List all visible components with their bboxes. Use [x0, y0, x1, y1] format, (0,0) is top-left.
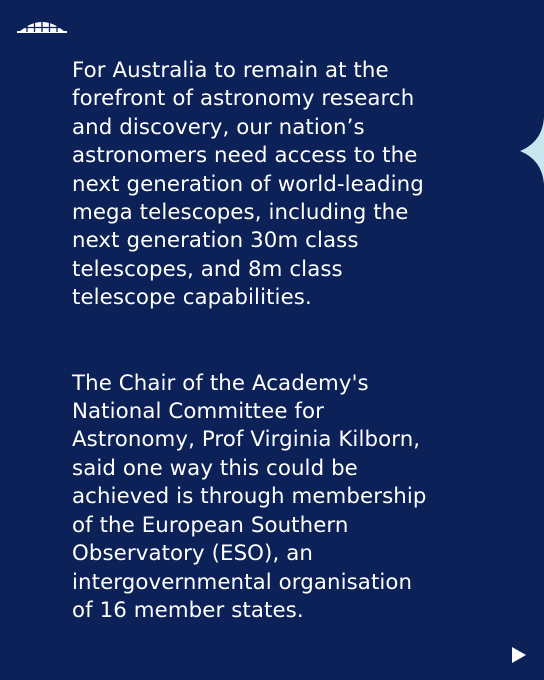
decorative-side-shape [520, 118, 544, 184]
dome-logo-icon [16, 14, 68, 34]
text-content [72, 57, 492, 625]
paragraph-2: The Chair of the Academy's National Committee for Astronomy, Prof Virginia Kilborn, said one way this could be achieved is through membership of the European Southern Observatory (ESO), an intergovernmental organisation of 16 member states. [72, 370, 427, 623]
paragraph-1: For Australia to remain at the forefront of astronomy research and discovery, our nation’s astronomers need access to the next generation of world-leading mega telescopes, including the next generation 30m class telescopes, and 8m class telescope capabilities. [72, 58, 424, 311]
play-arrow-icon[interactable] [510, 646, 528, 664]
